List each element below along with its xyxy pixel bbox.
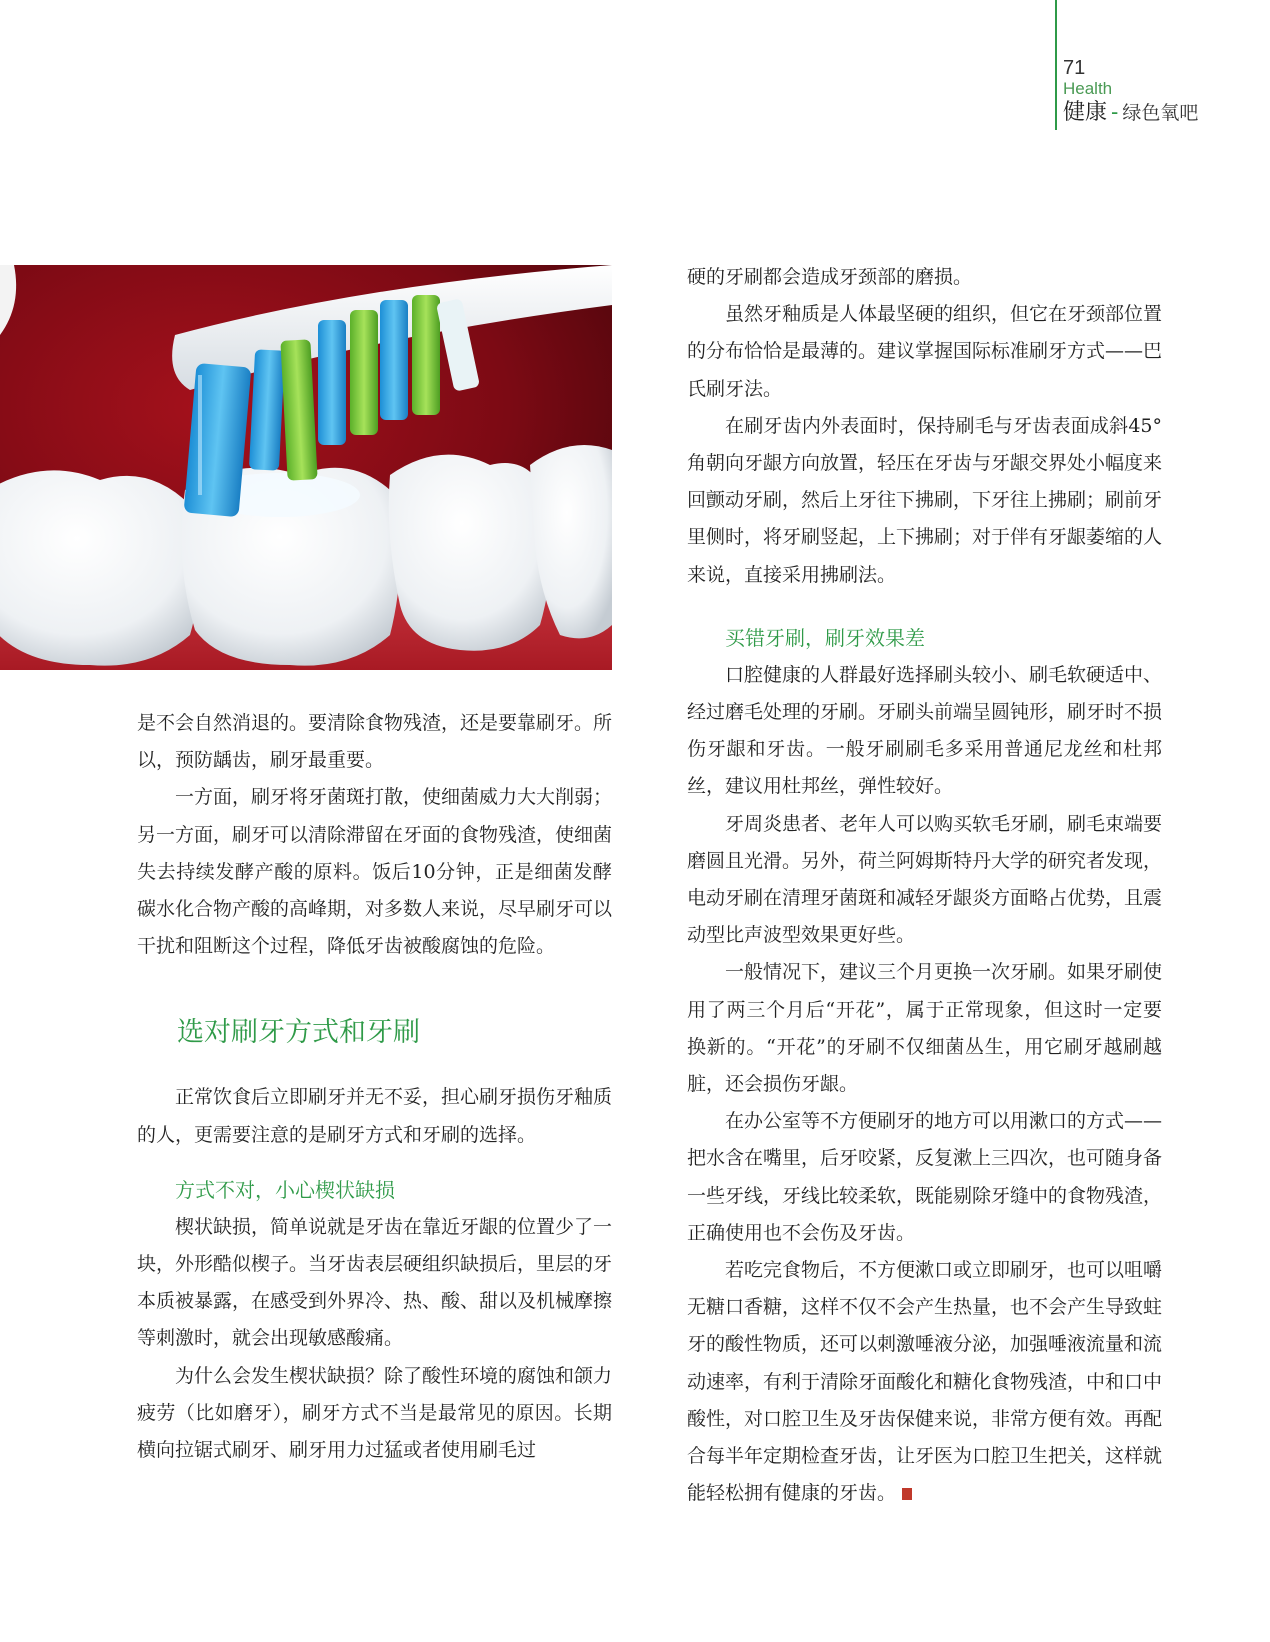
section-heading: 选对刷牙方式和牙刷 <box>177 1017 420 1049</box>
paragraph: 是不会自然消退的。要清除食物残渣，还是要靠刷牙。所以，预防龋齿，刷牙最重要。 <box>137 712 613 772</box>
paragraph: 在刷牙齿内外表面时，保持刷毛与牙齿表面成斜45°角朝向牙龈方向放置，轻压在牙齿与牙龈交界处小幅度来回颤动牙刷，然后上牙往下拂刷，下牙往上拂刷；刷前牙里侧时，将牙刷竖起，上下拂刷；对于伴有牙龈萎缩的人来说，直接采用拂刷法。 <box>687 414 1163 586</box>
paragraph: 口腔健康的人群最好选择刷头较小、刷毛软硬适中、经过磨毛处理的牙刷。牙刷头前端呈圆钝形，刷牙时不损伤牙龈和牙齿。一般牙刷刷毛多采用普通尼龙丝和杜邦丝，建议用杜邦丝，弹性较好。 <box>687 663 1163 798</box>
paragraph: 硬的牙刷都会造成牙颈部的磨损。 <box>687 266 973 288</box>
toothbrush-brushing-teeth-icon <box>0 265 612 670</box>
paragraph: 楔状缺损，简单说就是牙齿在靠近牙龈的位置少了一块，外形酷似楔子。当牙齿表层硬组织缺损后，里层的牙本质被暴露，在感受到外界冷、热、酸、甜以及机械摩擦等刺激时，就会出现敏感酸痛。 <box>137 1215 613 1350</box>
section-english: Health <box>1063 79 1113 98</box>
header-rule <box>1055 0 1057 130</box>
paragraph: 虽然牙釉质是人体最坚硬的组织，但它在牙颈部位置的分布恰恰是最薄的。建议掌握国际标准刷牙方式——巴氏刷牙法。 <box>687 303 1163 400</box>
paragraph: 牙周炎患者、老年人可以购买软毛牙刷，刷毛束端要磨圆且光滑。另外，荷兰阿姆斯特丹大学的研究者发现，电动牙刷在清理牙菌斑和减轻牙龈炎方面略占优势，且震动型比声波型效果更好些。 <box>687 812 1163 947</box>
paragraph: 在办公室等不方便刷牙的地方可以用漱口的方式——把水含在嘴里，后牙咬紧，反复漱上三四次，也可随身备一些牙线，牙线比较柔软，既能剔除牙缝中的食物残渣，正确使用也不会伤及牙齿。 <box>687 1110 1163 1244</box>
page-number: 71 <box>1063 57 1086 79</box>
page-header <box>1063 56 1198 128</box>
paragraph: 一般情况下，建议三个月更换一次牙刷。如果牙刷使用了两三个月后“开花”，属于正常现象，但这时一定要换新的。“开花”的牙刷不仅细菌丛生，用它刷牙越刷越脏，还会损伤牙龈。 <box>687 961 1163 1096</box>
subheading: 买错牙刷，刷牙效果差 <box>725 625 925 650</box>
section-chinese: 健康 <box>1063 99 1108 124</box>
right-column <box>687 259 1162 1513</box>
section-separator: - <box>1111 99 1119 124</box>
paragraph: 一方面，刷牙将牙菌斑打散，使细菌威力大大削弱；另一方面，刷牙可以清除滞留在牙面的食物残渣，使细菌失去持续发酵产酸的原料。饭后10分钟，正是细菌发酵碳水化合物产酸的高峰期，对多数人来说，尽早刷牙可以干扰和阻断这个过程，降低牙齿被酸腐蚀的危险。 <box>137 786 613 958</box>
section-title <box>1063 98 1198 128</box>
paragraph <box>687 1252 1162 1512</box>
paragraph: 为什么会发生楔状缺损？除了酸性环境的腐蚀和颌力疲劳（比如磨牙），刷牙方式不当是最常见的原因。长期横向拉锯式刷牙、刷牙用力过猛或者使用刷毛过 <box>137 1364 613 1462</box>
toothbrush-photo <box>0 265 612 670</box>
paragraph-text: 若吃完食物后，不方便漱口或立即刷牙，也可以咀嚼无糖口香糖，这样不仅不会产生热量，也不会产生导致蛀牙的酸性物质，还可以刺激唾液分泌，加强唾液流量和流动速率，有利于清除牙面酸化和糖化食物残渣，中和口中酸性，对口腔卫生及牙齿保健来说，非常方便有效。再配合每半年定期检查牙齿，让牙医为口腔卫生把关，这样就能轻松拥有健康的牙齿。 <box>687 1259 1163 1505</box>
left-column <box>137 705 612 1469</box>
paragraph: 正常饮食后立即刷牙并无不妥，担心刷牙损伤牙釉质的人，更需要注意的是刷牙方式和牙刷的选择。 <box>137 1086 613 1146</box>
end-mark-icon <box>902 1488 912 1500</box>
column-name: 绿色氧吧 <box>1122 103 1199 124</box>
subheading: 方式不对，小心楔状缺损 <box>175 1177 395 1202</box>
